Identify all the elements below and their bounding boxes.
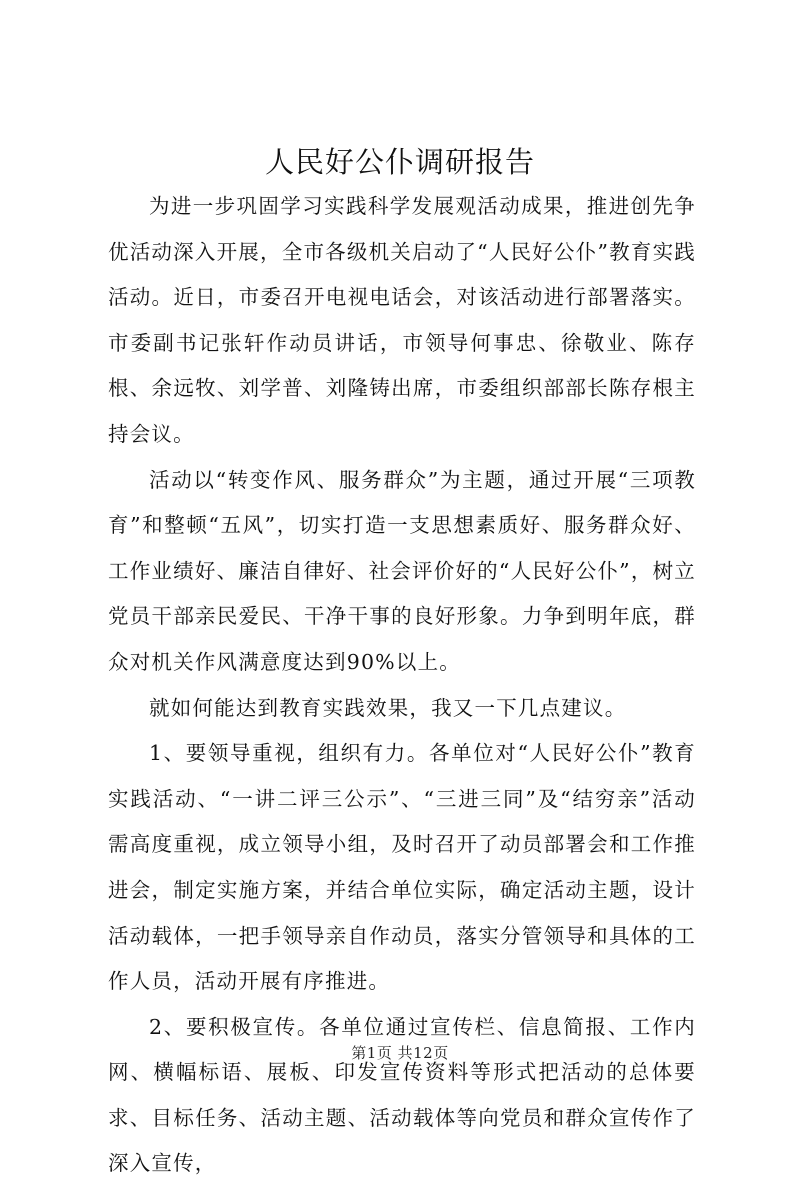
document-title: 人民好公仆调研报告: [264, 145, 535, 179]
paragraph-theme: 活动以“转变作风、服务群众”为主题，通过开展“三项教育”和整顿“五风”，切实打造一支思想素质好、服务群众好、工作业绩好、廉洁自律好、社会评价好的“人民好公仆”，树立党员干部亲民爱民、干净干事的良好形象。力争到明年底，群众对机关作风满意度达到90%以上。: [108, 467, 696, 674]
paragraph-suggestion-1: 1、要领导重视，组织有力。各单位对“人民好公仆”教育实践活动、“一讲二评三公示”、“三进三同”及“结穷亲”活动需高度重视，成立领导小组，及时召开了动员部署会和工作推进会，制定实施方案，并结合单位实际，确定活动主题，设计活动载体，一把手领导亲自作动员，落实分管领导和具体的工作人员，活动开展有序推进。: [108, 741, 696, 994]
paragraph-suggestions-intro: 就如何能达到教育实践效果，我又一下几点建议。: [149, 695, 627, 720]
paragraph-suggestion-2: 2、要积极宣传。各单位通过宣传栏、信息简报、工作内网、横幅标语、展板、印发宣传资料等形式把活动的总体要求、目标任务、活动主题、活动载体等向党员和群众宣传作了深入宣传，: [108, 1014, 696, 1176]
document-body: [108, 184, 696, 1187]
page-number-footer: 第1页 共12页: [351, 1044, 449, 1062]
paragraph-intro: 为进一步巩固学习实践科学发展观活动成果，推进创先争优活动深入开展，全市各级机关启动了“人民好公仆”教育实践活动。近日，市委召开电视电话会，对该活动进行部署落实。市委副书记张轩作动员讲话，市领导何事忠、徐敬业、陈存根、余远牧、刘学普、刘隆铸出席，市委组织部部长陈存根主持会议。: [108, 194, 696, 446]
